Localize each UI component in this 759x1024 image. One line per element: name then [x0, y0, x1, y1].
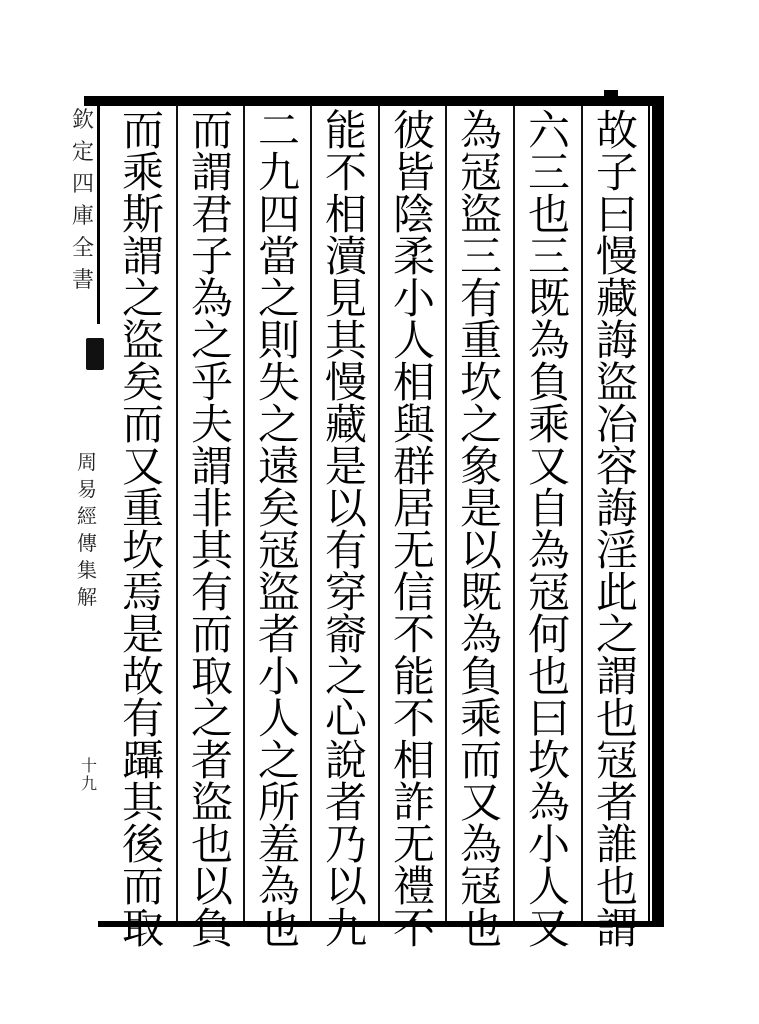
- glyph: 故: [595, 106, 638, 155]
- glyph: 是: [459, 484, 502, 533]
- glyph: 人: [257, 694, 300, 743]
- glyph: 柔: [392, 232, 435, 281]
- glyph: 所: [257, 778, 300, 827]
- glyph: 无: [392, 526, 435, 575]
- glyph: 君: [190, 190, 233, 239]
- text-column-6: [248, 106, 310, 953]
- glyph: 四: [257, 190, 300, 239]
- glyph: 定: [71, 140, 94, 165]
- glyph: 之: [190, 316, 233, 365]
- glyph: 為: [257, 862, 300, 911]
- glyph: 信: [392, 568, 435, 617]
- glyph: 三: [527, 232, 570, 281]
- glyph: 為: [527, 316, 570, 365]
- glyph: 穿: [324, 568, 367, 617]
- glyph: 不: [392, 610, 435, 659]
- glyph: 不: [392, 904, 435, 953]
- glyph: 之: [257, 274, 300, 323]
- glyph: 窬: [324, 610, 367, 659]
- glyph: 後: [121, 820, 164, 869]
- glyph: 是: [121, 610, 164, 659]
- glyph: 小: [527, 820, 570, 869]
- glyph: 象: [459, 442, 502, 491]
- frame-top-border: [84, 96, 664, 106]
- frame-right-border: [652, 96, 664, 927]
- glyph: 而: [121, 106, 164, 155]
- glyph: 九: [80, 774, 97, 793]
- glyph: 也: [257, 904, 300, 953]
- glyph: 之: [257, 400, 300, 449]
- glyph: 藏: [595, 274, 638, 323]
- glyph: 九: [324, 904, 367, 953]
- glyph: 負: [527, 358, 570, 407]
- glyph: 心: [324, 694, 367, 743]
- glyph: 說: [324, 736, 367, 785]
- glyph: 乃: [324, 820, 367, 869]
- glyph: 乘: [459, 694, 502, 743]
- glyph: 矣: [257, 484, 300, 533]
- column-separator: [581, 106, 583, 921]
- glyph: 是: [324, 442, 367, 491]
- glyph: 乘: [527, 400, 570, 449]
- glyph: 坎: [121, 526, 164, 575]
- glyph: 夫: [190, 400, 233, 449]
- glyph: 小: [257, 652, 300, 701]
- glyph: 躡: [121, 736, 164, 785]
- glyph: 解: [77, 585, 97, 609]
- glyph: 有: [190, 568, 233, 617]
- column-separator: [243, 106, 245, 921]
- glyph: 冦: [459, 148, 502, 197]
- glyph: 斯: [121, 190, 164, 239]
- glyph: 慢: [324, 358, 367, 407]
- glyph: 重: [459, 316, 502, 365]
- glyph: 又: [459, 778, 502, 827]
- glyph: 陰: [392, 190, 435, 239]
- glyph: 為: [190, 274, 233, 323]
- glyph: 羞: [257, 820, 300, 869]
- glyph: 曰: [595, 190, 638, 239]
- glyph: 又: [121, 442, 164, 491]
- frame-bottom-border: [98, 921, 664, 927]
- glyph: 其: [324, 316, 367, 365]
- glyph: 者: [324, 778, 367, 827]
- glyph: 庫: [71, 204, 94, 229]
- glyph: 經: [77, 504, 97, 528]
- glyph: 詐: [392, 778, 435, 827]
- text-column-3: [450, 106, 512, 953]
- text-column-4: [383, 106, 445, 953]
- glyph: 謂: [595, 652, 638, 701]
- glyph: 失: [257, 358, 300, 407]
- glyph: 此: [595, 568, 638, 617]
- column-separator: [513, 106, 515, 921]
- glyph: 有: [324, 526, 367, 575]
- glyph: 而: [190, 610, 233, 659]
- glyph: 者: [257, 610, 300, 659]
- glyph: 焉: [121, 568, 164, 617]
- glyph: 乘: [121, 148, 164, 197]
- glyph: 重: [121, 484, 164, 533]
- text-column-5: [315, 106, 377, 953]
- glyph: 與: [392, 400, 435, 449]
- glyph: 也: [190, 820, 233, 869]
- glyph: 為: [527, 778, 570, 827]
- glyph: 之: [324, 652, 367, 701]
- glyph: 矣: [121, 358, 164, 407]
- glyph: 藏: [324, 400, 367, 449]
- column-separator: [176, 106, 178, 921]
- glyph: 群: [392, 442, 435, 491]
- glyph: 自: [527, 484, 570, 533]
- text-column-2: [518, 106, 580, 953]
- glyph: 也: [459, 904, 502, 953]
- glyph: 誰: [595, 820, 638, 869]
- glyph: 十: [80, 756, 97, 775]
- glyph: 不: [324, 148, 367, 197]
- glyph: 集: [77, 558, 97, 582]
- glyph: 其: [190, 526, 233, 575]
- glyph: 人: [527, 862, 570, 911]
- glyph: 謂: [190, 442, 233, 491]
- text-column-1: [586, 106, 648, 953]
- glyph: 為: [459, 820, 502, 869]
- glyph: 人: [392, 316, 435, 365]
- glyph: 淫: [595, 526, 638, 575]
- glyph: 冦: [595, 736, 638, 785]
- glyph: 謂: [121, 232, 164, 281]
- glyph: 盜: [459, 190, 502, 239]
- page-number: [80, 758, 98, 794]
- glyph: 容: [595, 442, 638, 491]
- glyph: 全: [71, 236, 94, 261]
- glyph: 故: [121, 652, 164, 701]
- glyph: 書: [71, 268, 94, 293]
- glyph: 誨: [595, 316, 638, 365]
- glyph: 有: [121, 694, 164, 743]
- column-separator: [445, 106, 447, 921]
- glyph: 也: [595, 862, 638, 911]
- glyph: 傳: [77, 531, 97, 555]
- glyph: 三: [459, 232, 502, 281]
- glyph: 又: [527, 904, 570, 953]
- glyph: 冦: [459, 862, 502, 911]
- glyph: 乎: [190, 358, 233, 407]
- glyph: 冦: [527, 568, 570, 617]
- glyph: 其: [121, 778, 164, 827]
- glyph: 為: [527, 526, 570, 575]
- glyph: 之: [190, 694, 233, 743]
- glyph: 者: [595, 778, 638, 827]
- frame-top-notch: [604, 90, 618, 98]
- glyph: 冶: [595, 400, 638, 449]
- glyph: 以: [190, 862, 233, 911]
- edition-title: [70, 110, 96, 302]
- glyph: 能: [392, 652, 435, 701]
- glyph: 謂: [190, 148, 233, 197]
- glyph: 當: [257, 232, 300, 281]
- glyph: 負: [190, 904, 233, 953]
- glyph: 二: [257, 106, 300, 155]
- glyph: 則: [257, 316, 300, 365]
- column-separator: [310, 106, 312, 921]
- glyph: 誨: [595, 484, 638, 533]
- glyph: 盜: [190, 778, 233, 827]
- glyph: 盜: [595, 358, 638, 407]
- glyph: 為: [459, 610, 502, 659]
- glyph: 既: [527, 274, 570, 323]
- glyph: 相: [392, 736, 435, 785]
- book-title: [76, 452, 98, 614]
- glyph: 為: [459, 106, 502, 155]
- glyph: 非: [190, 484, 233, 533]
- glyph: 欽: [71, 108, 94, 133]
- glyph: 曰: [527, 694, 570, 743]
- glyph: 見: [324, 274, 367, 323]
- glyph: 也: [527, 190, 570, 239]
- glyph: 相: [392, 358, 435, 407]
- glyph: 四: [71, 172, 94, 197]
- glyph: 慢: [595, 232, 638, 281]
- glyph: 而: [459, 736, 502, 785]
- glyph: 以: [324, 484, 367, 533]
- glyph: 禮: [392, 862, 435, 911]
- glyph: 盜: [257, 568, 300, 617]
- glyph: 之: [121, 274, 164, 323]
- text-column-7: [181, 106, 243, 953]
- glyph: 冦: [257, 526, 300, 575]
- glyph: 遠: [257, 442, 300, 491]
- glyph: 相: [324, 190, 367, 239]
- glyph: 取: [121, 904, 164, 953]
- glyph: 六: [527, 106, 570, 155]
- glyph: 子: [595, 148, 638, 197]
- glyph: 能: [324, 106, 367, 155]
- glyph: 九: [257, 148, 300, 197]
- glyph: 以: [324, 862, 367, 911]
- glyph: 小: [392, 274, 435, 323]
- glyph: 而: [121, 862, 164, 911]
- edition-seal-mark: [86, 338, 104, 370]
- column-separator: [378, 106, 380, 921]
- glyph: 三: [527, 148, 570, 197]
- glyph: 又: [527, 442, 570, 491]
- glyph: 易: [77, 477, 97, 501]
- glyph: 彼: [392, 106, 435, 155]
- glyph: 取: [190, 652, 233, 701]
- glyph: 不: [392, 694, 435, 743]
- glyph: 也: [595, 694, 638, 743]
- glyph: 无: [392, 820, 435, 869]
- glyph: 負: [459, 652, 502, 701]
- glyph: 瀆: [324, 232, 367, 281]
- glyph: 坎: [527, 736, 570, 785]
- glyph: 者: [190, 736, 233, 785]
- glyph: 而: [121, 400, 164, 449]
- glyph: 居: [392, 484, 435, 533]
- glyph: 而: [190, 106, 233, 155]
- glyph: 既: [459, 568, 502, 617]
- text-column-8: [112, 106, 174, 953]
- frame-left-border: [97, 106, 100, 324]
- glyph: 之: [257, 736, 300, 785]
- glyph: 謂: [595, 904, 638, 953]
- glyph: 以: [459, 526, 502, 575]
- glyph: 子: [190, 232, 233, 281]
- glyph: 坎: [459, 358, 502, 407]
- glyph: 何: [527, 610, 570, 659]
- glyph: 有: [459, 274, 502, 323]
- glyph: 周: [77, 450, 97, 474]
- glyph: 盜: [121, 316, 164, 365]
- glyph: 之: [595, 610, 638, 659]
- glyph: 皆: [392, 148, 435, 197]
- frame-right-inner-border: [648, 106, 650, 921]
- glyph: 之: [459, 400, 502, 449]
- glyph: 也: [527, 652, 570, 701]
